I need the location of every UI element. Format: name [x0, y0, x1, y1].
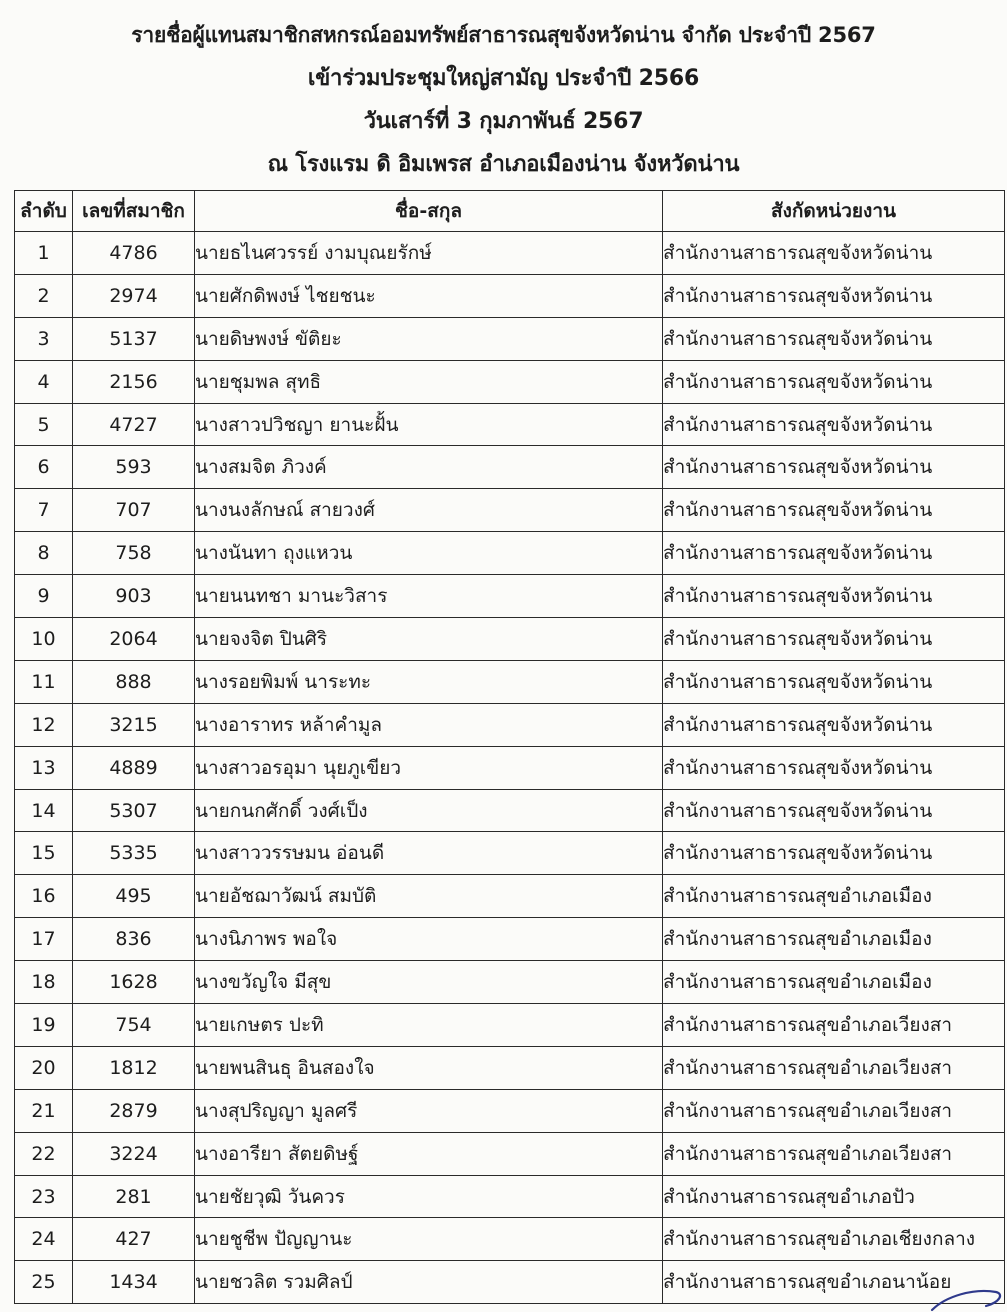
cell-order: 14	[15, 789, 73, 832]
table-row	[15, 618, 1005, 661]
table-header-row	[15, 191, 1005, 232]
cell-order: 16	[15, 875, 73, 918]
cell-name: นางขวัญใจ มีสุข	[195, 961, 663, 1004]
cell-department: สำนักงานสาธารณสุขจังหวัดน่าน	[663, 446, 1005, 489]
cell-name: นางสาวอรอุมา นุยภูเขียว	[195, 746, 663, 789]
meeting-venue: ณ โรงแรม ดิ อิมเพรส อำเภอเมืองน่าน จังหวัดน่าน	[267, 152, 740, 177]
cell-order: 6	[15, 446, 73, 489]
cell-name: นายกนกศักดิ์ วงศ์เป็ง	[195, 789, 663, 832]
cell-name: นายนนทชา มานะวิสาร	[195, 575, 663, 618]
table-row	[15, 1132, 1005, 1175]
cell-order: 12	[15, 703, 73, 746]
cell-name: นายศักดิพงษ์ ไชยชนะ	[195, 274, 663, 317]
cell-order: 20	[15, 1046, 73, 1089]
cell-department: สำนักงานสาธารณสุขอำเภอเวียงสา	[663, 1004, 1005, 1047]
cell-order: 3	[15, 317, 73, 360]
cell-order: 11	[15, 660, 73, 703]
cell-department: สำนักงานสาธารณสุขจังหวัดน่าน	[663, 317, 1005, 360]
cell-name: นายดิษพงษ์ ขัติยะ	[195, 317, 663, 360]
cell-member-no: 836	[73, 918, 195, 961]
cell-department: สำนักงานสาธารณสุขอำเภอเมือง	[663, 961, 1005, 1004]
table-row	[15, 274, 1005, 317]
cell-order: 10	[15, 618, 73, 661]
cell-order: 18	[15, 961, 73, 1004]
cell-department: สำนักงานสาธารณสุขจังหวัดน่าน	[663, 274, 1005, 317]
cell-name: นายเกษตร ปะทิ	[195, 1004, 663, 1047]
cell-member-no: 427	[73, 1218, 195, 1261]
table-row	[15, 575, 1005, 618]
cell-order: 8	[15, 532, 73, 575]
cell-member-no: 593	[73, 446, 195, 489]
cell-order: 4	[15, 360, 73, 403]
table-row	[15, 1175, 1005, 1218]
cell-member-no: 2064	[73, 618, 195, 661]
cell-member-no: 2156	[73, 360, 195, 403]
cell-department: สำนักงานสาธารณสุขจังหวัดน่าน	[663, 575, 1005, 618]
cell-name: นางอารียา สัตยดิษฐ์	[195, 1132, 663, 1175]
member-roster-table	[14, 190, 1005, 1304]
cell-name: นายชูชีพ ปัญญานะ	[195, 1218, 663, 1261]
cell-member-no: 5307	[73, 789, 195, 832]
table-row	[15, 446, 1005, 489]
cell-department: สำนักงานสาธารณสุขจังหวัดน่าน	[663, 489, 1005, 532]
cell-member-no: 888	[73, 660, 195, 703]
cell-department: สำนักงานสาธารณสุขอำเภอนาน้อย	[663, 1261, 1005, 1304]
cell-member-no: 707	[73, 489, 195, 532]
cell-member-no: 2879	[73, 1089, 195, 1132]
table-row	[15, 961, 1005, 1004]
table-row	[15, 1004, 1005, 1047]
column-header-order: ลำดับ	[15, 191, 73, 232]
table-row	[15, 317, 1005, 360]
table-row	[15, 489, 1005, 532]
cell-name: นายอัชฌาวัฒน์ สมบัติ	[195, 875, 663, 918]
cell-department: สำนักงานสาธารณสุขอำเภอเวียงสา	[663, 1046, 1005, 1089]
cell-order: 24	[15, 1218, 73, 1261]
table-row	[15, 832, 1005, 875]
cell-name: นางนิภาพร พอใจ	[195, 918, 663, 961]
cell-name: นางรอยพิมพ์ นาระทะ	[195, 660, 663, 703]
cell-name: นายธไนศวรรย์ งามบุณยรักษ์	[195, 232, 663, 275]
table-row	[15, 875, 1005, 918]
cell-department: สำนักงานสาธารณสุขจังหวัดน่าน	[663, 232, 1005, 275]
table-row	[15, 1218, 1005, 1261]
cell-order: 9	[15, 575, 73, 618]
cell-order: 21	[15, 1089, 73, 1132]
cell-department: สำนักงานสาธารณสุขจังหวัดน่าน	[663, 532, 1005, 575]
table-row	[15, 660, 1005, 703]
cell-name: นายชวลิต รวมศิลป์	[195, 1261, 663, 1304]
cell-department: สำนักงานสาธารณสุขจังหวัดน่าน	[663, 360, 1005, 403]
table-row	[15, 1046, 1005, 1089]
cell-order: 19	[15, 1004, 73, 1047]
table-row	[15, 918, 1005, 961]
cell-name: นายชุมพล สุทธิ	[195, 360, 663, 403]
cell-name: นางอาราทร หล้าคำมูล	[195, 703, 663, 746]
cell-order: 2	[15, 274, 73, 317]
cell-name: นางสมจิต ภิวงค์	[195, 446, 663, 489]
table-row	[15, 1261, 1005, 1304]
column-header-department: สังกัดหน่วยงาน	[663, 191, 1005, 232]
table-row	[15, 1089, 1005, 1132]
cell-name: นางนงลักษณ์ สายวงศ์	[195, 489, 663, 532]
cell-name: นางสาวปวิชญา ยานะฝั้น	[195, 403, 663, 446]
roster-body	[15, 232, 1005, 1304]
table-row	[15, 532, 1005, 575]
document-header	[0, 14, 1007, 186]
cell-department: สำนักงานสาธารณสุขอำเภอเวียงสา	[663, 1132, 1005, 1175]
cell-member-no: 1812	[73, 1046, 195, 1089]
cell-department: สำนักงานสาธารณสุขจังหวัดน่าน	[663, 660, 1005, 703]
cell-member-no: 3215	[73, 703, 195, 746]
cell-department: สำนักงานสาธารณสุขอำเภอเชียงกลาง	[663, 1218, 1005, 1261]
table-row	[15, 789, 1005, 832]
cell-member-no: 1434	[73, 1261, 195, 1304]
cell-name: นางสุปริญญา มูลศรี	[195, 1089, 663, 1132]
cell-member-no: 281	[73, 1175, 195, 1218]
cell-department: สำนักงานสาธารณสุขจังหวัดน่าน	[663, 789, 1005, 832]
cell-department: สำนักงานสาธารณสุขจังหวัดน่าน	[663, 618, 1005, 661]
meeting-subtitle: เข้าร่วมประชุมใหญ่สามัญ ประจำปี 2566	[307, 66, 700, 91]
cell-member-no: 4889	[73, 746, 195, 789]
cell-order: 22	[15, 1132, 73, 1175]
table-row	[15, 703, 1005, 746]
cell-department: สำนักงานสาธารณสุขอำเภอเมือง	[663, 918, 1005, 961]
cell-order: 15	[15, 832, 73, 875]
cell-member-no: 1628	[73, 961, 195, 1004]
table-row	[15, 403, 1005, 446]
cell-department: สำนักงานสาธารณสุขจังหวัดน่าน	[663, 746, 1005, 789]
meeting-date: วันเสาร์ที่ 3 กุมภาพันธ์ 2567	[363, 109, 644, 134]
cell-name: นายพนสินธุ อินสองใจ	[195, 1046, 663, 1089]
cell-department: สำนักงานสาธารณสุขจังหวัดน่าน	[663, 403, 1005, 446]
cell-order: 25	[15, 1261, 73, 1304]
cell-order: 23	[15, 1175, 73, 1218]
cell-department: สำนักงานสาธารณสุขจังหวัดน่าน	[663, 832, 1005, 875]
cell-department: สำนักงานสาธารณสุขอำเภอเมือง	[663, 875, 1005, 918]
signature-mark	[926, 1286, 1006, 1312]
cell-order: 1	[15, 232, 73, 275]
cell-order: 7	[15, 489, 73, 532]
cell-member-no: 754	[73, 1004, 195, 1047]
cell-name: นางสาววรรษมน อ่อนดี	[195, 832, 663, 875]
document-title: รายชื่อผู้แทนสมาชิกสหกรณ์ออมทรัพย์สาธารณสุขจังหวัดน่าน จำกัด ประจำปี 2567	[131, 23, 876, 47]
cell-order: 13	[15, 746, 73, 789]
cell-order: 5	[15, 403, 73, 446]
cell-department: สำนักงานสาธารณสุขจังหวัดน่าน	[663, 703, 1005, 746]
cell-member-no: 2974	[73, 274, 195, 317]
table-row	[15, 746, 1005, 789]
cell-member-no: 5335	[73, 832, 195, 875]
cell-member-no: 5137	[73, 317, 195, 360]
column-header-name: ชื่อ-สกุล	[195, 191, 663, 232]
cell-name: นายจงจิต ปินศิริ	[195, 618, 663, 661]
cell-member-no: 903	[73, 575, 195, 618]
cell-member-no: 4786	[73, 232, 195, 275]
cell-order: 17	[15, 918, 73, 961]
cell-member-no: 4727	[73, 403, 195, 446]
table-row	[15, 360, 1005, 403]
cell-member-no: 3224	[73, 1132, 195, 1175]
cell-name: นายชัยวุฒิ วันควร	[195, 1175, 663, 1218]
column-header-member-no: เลขที่สมาชิก	[73, 191, 195, 232]
cell-department: สำนักงานสาธารณสุขอำเภอปัว	[663, 1175, 1005, 1218]
cell-name: นางนันทา ถุงแหวน	[195, 532, 663, 575]
table-row	[15, 232, 1005, 275]
cell-member-no: 495	[73, 875, 195, 918]
cell-department: สำนักงานสาธารณสุขอำเภอเวียงสา	[663, 1089, 1005, 1132]
cell-member-no: 758	[73, 532, 195, 575]
